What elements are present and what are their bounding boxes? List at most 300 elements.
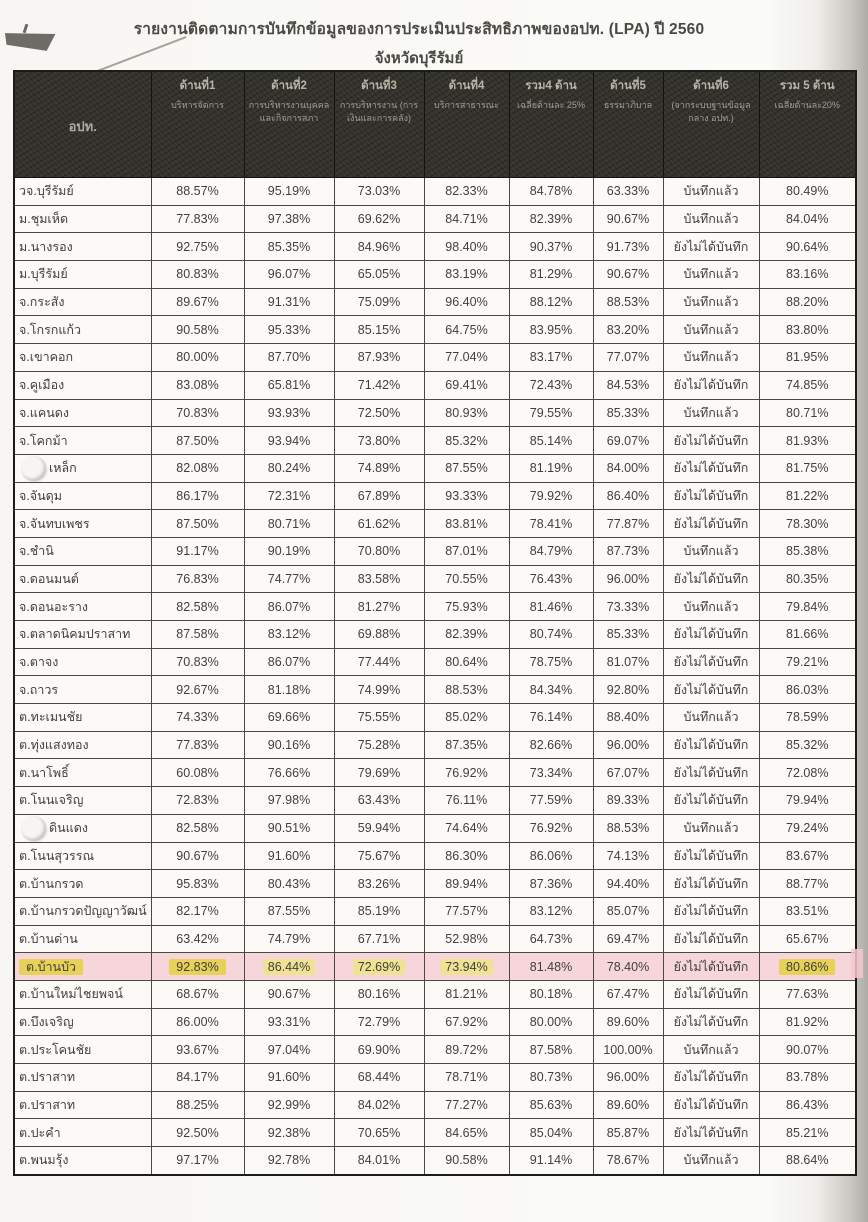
org-name-cell	[14, 870, 151, 898]
org-name-cell	[14, 1064, 151, 1092]
score-value: 87.36%	[529, 876, 573, 891]
score-value: 78.75%	[529, 655, 573, 670]
record-status-value: ยังไม่ได้บันทึก	[673, 378, 749, 393]
score-cell	[509, 925, 593, 953]
score-cell	[244, 565, 334, 593]
table-row	[14, 537, 856, 565]
score-cell	[593, 316, 663, 344]
score-cell	[593, 233, 663, 261]
score-cell	[424, 537, 509, 565]
column-title: รวม4 ด้าน	[525, 80, 577, 92]
table-row	[14, 648, 856, 676]
score-value: 61.62%	[357, 516, 401, 531]
score-value: 78.40%	[606, 959, 650, 974]
score-value: 87.50%	[176, 433, 219, 448]
record-status-value: ยังไม่ได้บันทึก	[673, 793, 749, 808]
score-cell	[509, 427, 593, 455]
score-cell	[593, 676, 663, 704]
score-cell	[151, 759, 244, 787]
score-cell	[593, 731, 663, 759]
org-name: จ.ชำนิ	[19, 544, 54, 559]
score-value: 69.66%	[267, 710, 311, 725]
score-value: 87.73%	[606, 544, 650, 559]
score-cell	[593, 870, 663, 898]
score-cell	[151, 648, 244, 676]
score-value: 84.96%	[357, 239, 401, 254]
score-cell	[244, 288, 334, 316]
org-name-cell	[14, 1147, 151, 1175]
record-status-value: ยังไม่ได้บันทึก	[673, 627, 749, 642]
column-header-7	[663, 71, 759, 178]
score-value: 69.07%	[606, 433, 650, 448]
score-value: 77.44%	[357, 655, 401, 670]
score-cell	[593, 537, 663, 565]
score-cell	[759, 925, 856, 953]
score-value: 73.03%	[357, 184, 401, 199]
score-value: 84.78%	[529, 184, 573, 199]
score-cell	[759, 1147, 856, 1175]
record-status-cell	[663, 1147, 759, 1175]
table-row	[14, 814, 856, 842]
score-cell	[593, 1119, 663, 1147]
table-row	[14, 925, 856, 953]
score-cell	[334, 1091, 424, 1119]
table-row	[14, 1091, 856, 1119]
score-cell	[424, 344, 509, 372]
org-name: ดินแดง	[49, 821, 88, 836]
column-title: ด้านที่6	[693, 80, 729, 92]
score-value: 72.83%	[176, 793, 219, 808]
score-value: 72.79%	[357, 1014, 401, 1029]
score-value: 83.58%	[357, 571, 401, 586]
score-cell	[759, 648, 856, 676]
score-value: 78.41%	[529, 516, 573, 531]
score-cell	[334, 870, 424, 898]
org-name: ต.บ้านบัว	[19, 959, 83, 975]
score-cell	[759, 787, 856, 815]
score-value: 67.07%	[606, 765, 650, 780]
table-row	[14, 1036, 856, 1064]
org-name: ต.บ้านใหม่ไชยพจน์	[19, 987, 123, 1002]
score-cell	[244, 233, 334, 261]
score-cell	[151, 261, 244, 289]
column-title: รวม 5 ด้าน	[779, 80, 835, 92]
org-name-cell	[14, 676, 151, 704]
org-name: จ.ดอนมนต์	[19, 571, 79, 586]
score-value: 72.08%	[786, 765, 829, 780]
score-cell	[151, 925, 244, 953]
record-status-cell	[663, 205, 759, 233]
score-value: 93.33%	[445, 488, 488, 503]
score-cell	[334, 925, 424, 953]
org-name: ต.บ้านด่าน	[19, 931, 78, 946]
score-value: 91.73%	[606, 239, 650, 254]
score-value: 84.01%	[357, 1153, 401, 1168]
score-cell	[334, 1008, 424, 1036]
org-name: จ.ตลาดนิคมปราสาท	[19, 627, 131, 642]
record-status-cell	[663, 648, 759, 676]
score-value: 87.55%	[267, 904, 311, 919]
score-cell	[759, 731, 856, 759]
score-value: 87.58%	[529, 1042, 573, 1057]
score-value: 77.87%	[606, 516, 650, 531]
org-name: จ.ดอนอะราง	[19, 599, 89, 614]
score-value: 60.08%	[176, 765, 219, 780]
score-cell	[593, 344, 663, 372]
table-row	[14, 870, 856, 898]
org-name-cell	[14, 704, 151, 732]
score-cell	[424, 482, 509, 510]
score-cell	[244, 371, 334, 399]
record-status-value: ยังไม่ได้บันทึก	[673, 959, 749, 974]
org-name-cell	[14, 510, 151, 538]
org-name-cell	[14, 1008, 151, 1036]
record-status-value: บันทึกแล้ว	[683, 267, 739, 282]
org-name-cell	[14, 814, 151, 842]
table-row	[14, 953, 856, 981]
score-cell	[593, 1064, 663, 1092]
score-cell	[334, 537, 424, 565]
table-row	[14, 593, 856, 621]
table-row	[14, 482, 856, 510]
record-status-cell	[663, 953, 759, 981]
table-row	[14, 704, 856, 732]
score-cell	[509, 842, 593, 870]
table-row	[14, 1119, 856, 1147]
score-cell	[593, 814, 663, 842]
score-value: 86.40%	[606, 488, 650, 503]
score-value: 87.70%	[267, 350, 311, 365]
score-cell	[509, 233, 593, 261]
record-status-value: ยังไม่ได้บันทึก	[673, 488, 749, 503]
score-value: 78.71%	[445, 1070, 488, 1085]
score-value: 86.03%	[786, 682, 829, 697]
org-name-cell	[14, 621, 151, 649]
score-cell	[759, 1064, 856, 1092]
score-cell	[151, 510, 244, 538]
org-name: ต.โนนสุวรรณ	[19, 848, 95, 863]
score-cell	[509, 787, 593, 815]
score-value: 84.71%	[445, 212, 488, 227]
record-status-cell	[663, 676, 759, 704]
score-value: 85.14%	[529, 433, 573, 448]
score-cell	[593, 1008, 663, 1036]
score-cell	[151, 1091, 244, 1119]
score-cell	[509, 1147, 593, 1175]
score-value: 89.60%	[606, 1014, 650, 1029]
org-name: จ.โคกม้า	[19, 433, 68, 448]
score-cell	[151, 205, 244, 233]
score-value: 59.94%	[357, 821, 401, 836]
score-cell	[593, 925, 663, 953]
table-row	[14, 454, 856, 482]
score-value: 84.02%	[357, 1098, 401, 1113]
score-cell	[151, 537, 244, 565]
score-cell	[424, 178, 509, 206]
score-cell	[759, 870, 856, 898]
column-header-4	[424, 71, 509, 178]
table-row	[14, 427, 856, 455]
score-value: 70.55%	[445, 571, 488, 586]
score-value: 90.58%	[445, 1153, 488, 1168]
score-cell	[334, 454, 424, 482]
score-cell	[151, 344, 244, 372]
score-value: 93.67%	[176, 1042, 219, 1057]
column-subtitle: เฉลี่ยด้านละ 25%	[517, 100, 585, 110]
score-cell	[509, 510, 593, 538]
score-cell	[334, 565, 424, 593]
record-status-cell	[663, 288, 759, 316]
table-header-row	[14, 71, 856, 178]
table-row	[14, 178, 856, 206]
score-cell	[759, 897, 856, 925]
score-value: 81.22%	[786, 488, 829, 503]
score-cell	[334, 316, 424, 344]
score-cell	[593, 288, 663, 316]
score-cell	[593, 205, 663, 233]
score-cell	[759, 233, 856, 261]
table-row	[14, 842, 856, 870]
score-value: 63.43%	[357, 793, 401, 808]
score-value: 76.11%	[445, 793, 488, 808]
record-status-value: ยังไม่ได้บันทึก	[673, 1125, 749, 1140]
org-name: จ.แคนดง	[19, 405, 69, 420]
org-name: ต.ทะเมนชัย	[19, 710, 83, 725]
score-value: 77.63%	[786, 987, 829, 1002]
record-status-value: บันทึกแล้ว	[683, 1153, 739, 1168]
score-value: 77.83%	[176, 212, 219, 227]
score-value: 63.33%	[606, 184, 650, 199]
record-status-value: ยังไม่ได้บันทึก	[673, 765, 749, 780]
score-value: 83.17%	[529, 350, 573, 365]
score-value: 82.17%	[176, 904, 219, 919]
table-row	[14, 676, 856, 704]
score-value: 82.58%	[176, 599, 219, 614]
record-status-cell	[663, 371, 759, 399]
record-status-cell	[663, 925, 759, 953]
table-row	[14, 288, 856, 316]
record-status-cell	[663, 1119, 759, 1147]
score-cell	[244, 205, 334, 233]
record-status-cell	[663, 731, 759, 759]
score-value: 64.73%	[529, 931, 573, 946]
score-cell	[151, 980, 244, 1008]
score-cell	[593, 1091, 663, 1119]
score-value: 93.31%	[267, 1014, 311, 1029]
score-value: 88.77%	[786, 876, 829, 891]
record-status-value: ยังไม่ได้บันทึก	[673, 1070, 749, 1085]
score-cell	[759, 510, 856, 538]
record-status-cell	[663, 344, 759, 372]
column-header-5	[509, 71, 593, 178]
score-cell	[509, 288, 593, 316]
score-value: 76.43%	[529, 571, 573, 586]
score-cell	[593, 482, 663, 510]
column-subtitle: (จากระบบฐานข้อมูลกลาง อปท.)	[671, 100, 751, 124]
score-value: 82.66%	[529, 738, 573, 753]
score-cell	[509, 1091, 593, 1119]
score-value: 97.17%	[176, 1153, 219, 1168]
score-cell	[509, 399, 593, 427]
score-cell	[509, 178, 593, 206]
score-value: 90.07%	[786, 1042, 829, 1057]
org-name-cell	[14, 537, 151, 565]
score-value: 83.08%	[176, 378, 219, 393]
column-title: ด้านที่3	[361, 80, 397, 92]
record-status-value: บันทึกแล้ว	[683, 212, 739, 227]
score-value: 92.50%	[176, 1125, 219, 1140]
score-cell	[759, 371, 856, 399]
record-status-cell	[663, 814, 759, 842]
score-cell	[759, 1119, 856, 1147]
score-cell	[424, 1091, 509, 1119]
score-value: 69.62%	[357, 212, 401, 227]
org-name: เหล็ก	[49, 461, 77, 476]
score-value: 69.47%	[606, 931, 650, 946]
score-value: 82.08%	[176, 461, 219, 476]
score-cell	[244, 399, 334, 427]
score-value: 70.65%	[357, 1125, 401, 1140]
org-name-cell	[14, 842, 151, 870]
score-cell	[244, 1064, 334, 1092]
record-status-value: บันทึกแล้ว	[683, 350, 739, 365]
score-cell	[759, 482, 856, 510]
score-cell	[593, 510, 663, 538]
score-value: 65.81%	[267, 378, 311, 393]
score-value: 80.35%	[786, 571, 829, 586]
record-status-value: ยังไม่ได้บันทึก	[673, 239, 749, 254]
score-value: 89.94%	[445, 876, 488, 891]
score-value: 70.83%	[176, 655, 219, 670]
score-cell	[759, 704, 856, 732]
column-title: ด้านที่2	[271, 80, 307, 92]
score-value: 76.14%	[529, 710, 573, 725]
record-status-cell	[663, 897, 759, 925]
score-cell	[759, 1036, 856, 1064]
score-value: 93.94%	[267, 433, 311, 448]
org-name: ม.นางรอง	[19, 239, 73, 254]
score-value: 85.63%	[529, 1098, 573, 1113]
org-name-cell	[14, 648, 151, 676]
score-cell	[593, 454, 663, 482]
score-value: 75.67%	[357, 848, 401, 863]
org-name-cell	[14, 371, 151, 399]
score-cell	[759, 399, 856, 427]
score-value: 84.17%	[176, 1070, 219, 1085]
score-value: 83.20%	[606, 322, 650, 337]
score-cell	[334, 233, 424, 261]
score-value: 89.72%	[445, 1042, 488, 1057]
record-status-cell	[663, 704, 759, 732]
record-status-cell	[663, 316, 759, 344]
score-value: 86.00%	[176, 1014, 219, 1029]
score-cell	[509, 593, 593, 621]
score-value: 74.85%	[786, 378, 829, 393]
score-cell	[424, 759, 509, 787]
score-value: 79.69%	[357, 765, 401, 780]
score-cell	[244, 842, 334, 870]
record-status-value: ยังไม่ได้บันทึก	[673, 738, 749, 753]
score-value: 91.31%	[267, 295, 311, 310]
score-value: 69.90%	[357, 1042, 401, 1057]
table-row	[14, 980, 856, 1008]
score-cell	[151, 676, 244, 704]
org-name: ม.ชุมเห็ด	[19, 212, 69, 227]
score-cell	[509, 676, 593, 704]
record-status-cell	[663, 842, 759, 870]
score-value: 82.39%	[529, 212, 573, 227]
score-value: 72.43%	[529, 378, 573, 393]
score-value: 87.35%	[445, 738, 488, 753]
report-title: รายงานติดตามการบันทึกข้อมูลของการประเมินประสิทธิภาพของอปท. (LPA) ปี 2560	[133, 21, 705, 38]
score-value: 92.80%	[606, 682, 650, 697]
score-cell	[151, 565, 244, 593]
score-cell	[424, 1147, 509, 1175]
org-name-cell	[14, 316, 151, 344]
score-value: 86.30%	[445, 848, 488, 863]
score-cell	[759, 316, 856, 344]
record-status-value: บันทึกแล้ว	[683, 295, 739, 310]
record-status-cell	[663, 980, 759, 1008]
score-cell	[334, 1036, 424, 1064]
score-value: 100.00%	[603, 1042, 653, 1057]
record-status-cell	[663, 233, 759, 261]
score-cell	[334, 261, 424, 289]
score-cell	[151, 454, 244, 482]
org-name-cell	[14, 1036, 151, 1064]
score-value: 76.92%	[445, 765, 488, 780]
score-value: 74.89%	[357, 461, 401, 476]
org-name-cell	[14, 261, 151, 289]
score-value: 77.59%	[529, 793, 573, 808]
score-cell	[244, 621, 334, 649]
record-status-value: ยังไม่ได้บันทึก	[673, 516, 749, 531]
score-cell	[151, 1008, 244, 1036]
score-value: 88.53%	[606, 821, 650, 836]
score-value: 95.33%	[267, 322, 311, 337]
column-header-8	[759, 71, 856, 178]
record-status-cell	[663, 399, 759, 427]
score-cell	[244, 925, 334, 953]
score-cell	[151, 842, 244, 870]
score-cell	[334, 1064, 424, 1092]
lpa-results-table	[13, 70, 857, 1176]
province-subtitle: จังหวัดบุรีรัมย์	[374, 50, 464, 67]
org-name-cell	[14, 427, 151, 455]
score-cell	[244, 787, 334, 815]
record-status-value: ยังไม่ได้บันทึก	[673, 655, 749, 670]
org-name: ต.นาโพธิ์	[19, 765, 69, 780]
score-value: 92.38%	[267, 1125, 311, 1140]
score-cell	[424, 371, 509, 399]
score-value: 81.21%	[445, 987, 488, 1002]
score-value: 92.83%	[169, 959, 225, 975]
score-value: 85.87%	[606, 1125, 650, 1140]
score-cell	[244, 1036, 334, 1064]
score-value: 83.95%	[529, 322, 573, 337]
score-cell	[151, 593, 244, 621]
score-value: 96.00%	[606, 571, 650, 586]
score-cell	[151, 621, 244, 649]
score-cell	[334, 731, 424, 759]
score-value: 79.21%	[786, 655, 829, 670]
record-status-value: ยังไม่ได้บันทึก	[673, 987, 749, 1002]
org-name: ต.บ้านกรวดปัญญาวัฒน์	[19, 904, 147, 919]
score-value: 81.93%	[786, 433, 829, 448]
record-status-value: ยังไม่ได้บันทึก	[673, 931, 749, 946]
score-cell	[151, 316, 244, 344]
score-value: 92.99%	[267, 1098, 311, 1113]
